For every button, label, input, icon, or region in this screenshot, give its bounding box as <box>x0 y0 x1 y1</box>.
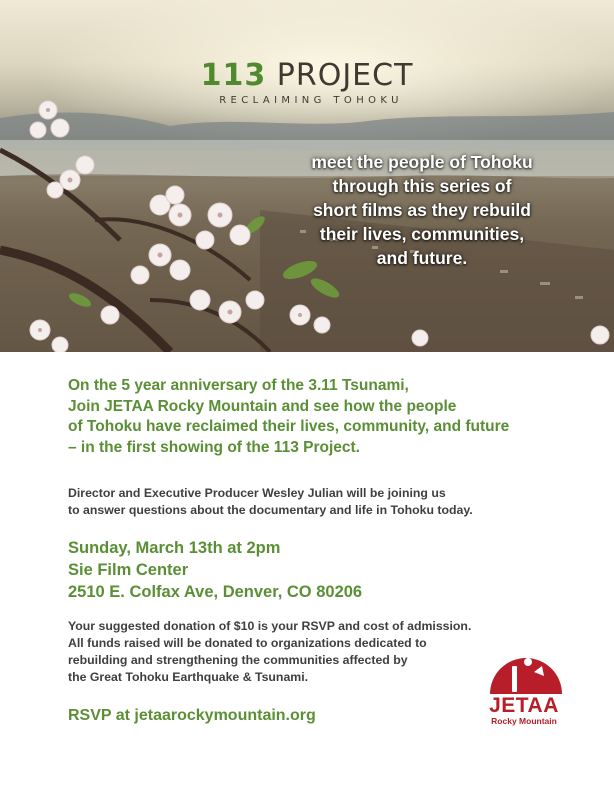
project-number: 113 <box>200 58 267 93</box>
project-subtitle: RECLAIMING TOHOKU <box>219 95 403 106</box>
event-date: Sunday, March 13th at 2pm <box>68 539 281 557</box>
director-line: to answer questions about the documentary and life in Tohoku today. <box>68 503 473 517</box>
jetaa-logo-name: JETAA <box>489 694 559 717</box>
intro-paragraph <box>68 376 548 458</box>
intro-line: of Tohoku have reclaimed their lives, community, and future <box>68 418 510 435</box>
event-address: 2510 E. Colfax Ave, Denver, CO 80206 <box>68 583 363 601</box>
tagline-line: short films as they rebuild <box>313 200 531 220</box>
tagline-line: through this series of <box>332 176 512 196</box>
event-venue: Sie Film Center <box>68 561 189 579</box>
project-word: PROJECT <box>276 58 414 93</box>
tagline-line: and future. <box>376 248 468 268</box>
donation-line: Your suggested donation of $10 is your RSVP and cost of admission. <box>68 619 472 633</box>
hero-photo <box>0 0 614 352</box>
tagline-line: their lives, communities, <box>319 224 525 244</box>
intro-line: Join JETAA Rocky Mountain and see how the people <box>68 397 457 415</box>
donation-info <box>68 618 471 686</box>
jetaa-logo-region: Rocky Mountain <box>491 716 557 726</box>
director-line: Director and Executive Producer Wesley Julian will be joining us <box>68 486 446 500</box>
project-logo-title <box>0 58 614 93</box>
intro-line: On the 5 year anniversary of the 3.11 Tsunami, <box>68 377 409 394</box>
project-logo <box>0 58 614 106</box>
event-details <box>68 537 362 603</box>
director-note <box>68 485 473 519</box>
donation-line: All funds raised will be donated to organizations dedicated to <box>68 636 427 650</box>
intro-line: – in the first showing of the 113 Project. <box>68 438 360 456</box>
donation-line: rebuilding and strengthening the communities affected by <box>68 653 408 667</box>
donation-line: the Great Tohoku Earthquake & Tsunami. <box>68 670 309 684</box>
rsvp-line: RSVP at jetaarockymountain.org <box>68 707 316 724</box>
tagline-line: meet the people of Tohoku <box>311 152 533 172</box>
hero-tagline <box>282 150 562 270</box>
